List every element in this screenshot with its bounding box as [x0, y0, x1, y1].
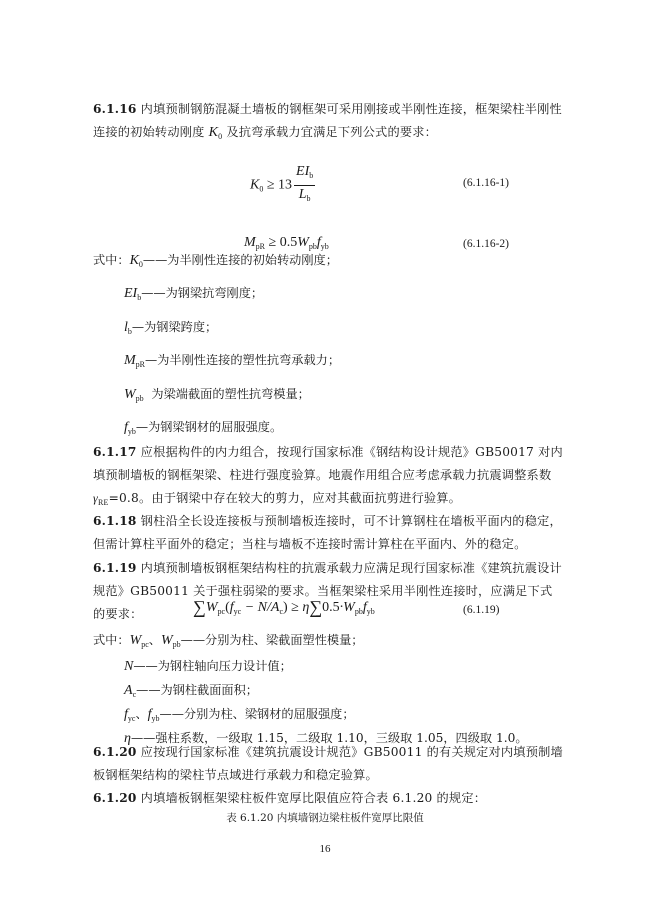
definition-fyc-fyb: $f_{yc}$、$f_{yb}——$分别为柱、梁钢材的屈服强度； — [124, 707, 355, 723]
definition-eta: η——强柱系数，一级取 1.15，二级取 1.10，三级取 1.05，四级取 1.0。 — [124, 731, 528, 746]
clause-6-1-20-a: 6.1.20 应按现行国家标准《建筑抗震设计规范》GB50011 的有关规定对内填预制墙板钢框架结构的梁柱节点域进行承载力和稳定验算。 — [93, 745, 563, 782]
formula-6-1-19: $\sum W_{pc}(f_{yc} - N/A_c) \ge \eta\sum 0.5\cdot W_{pb}f_{yb}$ — [193, 597, 375, 617]
clause-number: 6.1.17 — [93, 445, 137, 459]
definition-fyb: $f_{yb}—$为钢梁钢材的屈服强度。 — [124, 420, 283, 436]
definition-mpr: $M_{pR}—$为半刚性连接的塑性抗弯承载力； — [124, 353, 341, 369]
clause-6-1-19: 6.1.19 内填预制墙板钢框架结构柱的抗震承载力应满足现行国家标准《建筑抗震设计规范》GB50011 关于强柱弱梁的要求。当框架梁柱采用半刚性连接时，应满足下式的要求： — [93, 561, 562, 621]
formula-coefficient: 0.5 — [279, 235, 298, 250]
clause-number: 6.1.16 — [93, 102, 137, 116]
definition-eib: $EI_b——$为钢梁抗弯刚度； — [124, 286, 264, 302]
clause-number: 6.1.20 — [93, 745, 137, 759]
clause-6-1-20-b: 6.1.20 内填墙板钢框架梁柱板件宽厚比限值应符合表 6.1.20 的规定： — [93, 791, 487, 805]
formula-6-1-16-2: $M_{pR} \ge 0.5W_{pb}f_{yb}$ — [244, 235, 329, 251]
clause-text-cont: 及抗弯承载力宜满足下列公式的要求： — [226, 125, 437, 139]
formula-number: (6.1.19) — [463, 604, 500, 616]
definition-ac: $A_c——$为钢柱截面面积； — [124, 683, 258, 699]
clause-text: 内填预制钢筋混凝土墙板的钢框架可采用刚接或半刚性连接，框架梁柱半刚性连接的初始转动刚度 — [93, 102, 562, 139]
formula-coefficient: 13 — [278, 177, 293, 193]
table-caption: 表 6.1.20 内填墙钢边梁柱板件宽厚比限值 — [226, 812, 424, 824]
formula-number: (6.1.16-1) — [463, 177, 509, 189]
clause-number: 6.1.20 — [93, 791, 137, 805]
clause-number: 6.1.18 — [93, 514, 137, 528]
definition-wpc-wpb: 式中：$W_{pc}$、$W_{pb}——$分别为柱、梁截面塑性模量； — [93, 633, 364, 649]
clause-6-1-16 — [93, 98, 563, 148]
formula-coefficient: 0.5 — [322, 600, 340, 615]
symbol-k0: $K_0$ — [208, 125, 223, 141]
clause-6-1-18: 6.1.18 钢柱沿全长设连接板与预制墙板连接时，可不计算钢柱在墙板平面内的稳定，但需计算柱平面外的稳定；当柱与墙板不连接时需计算柱在平面内、外的稳定。 — [93, 514, 562, 551]
definition-lb: $l_b—$为钢梁跨度； — [124, 320, 218, 336]
formula-6-1-16-1: $K_0 \ge 13$ $\frac{EI_b}{L_b}$ — [250, 164, 314, 203]
definition-n: N——为钢柱轴向压力设计值； — [124, 659, 292, 674]
page-number: 16 — [319, 843, 331, 855]
definition-k0: 式中：$K_0——$为半刚性连接的初始转动刚度； — [93, 253, 338, 269]
clause-number: 6.1.19 — [93, 561, 137, 575]
definition-wpb: $W_{pb}$ 为梁端截面的塑性抗弯模量； — [124, 387, 310, 403]
formula-number: (6.1.16-2) — [463, 238, 509, 250]
clause-6-1-17: 6.1.17 应根据构件的内力组合，按现行国家标准《钢结构设计规范》GB50017 对内填预制墙板的钢框架梁、柱进行强度验算。地震作用组合应考虑承载力抗震调整系数$\gamma_{RE}=0.8$。由于钢梁中存在较大的剪力，应对其截面抗剪进行验算。 — [93, 445, 563, 507]
